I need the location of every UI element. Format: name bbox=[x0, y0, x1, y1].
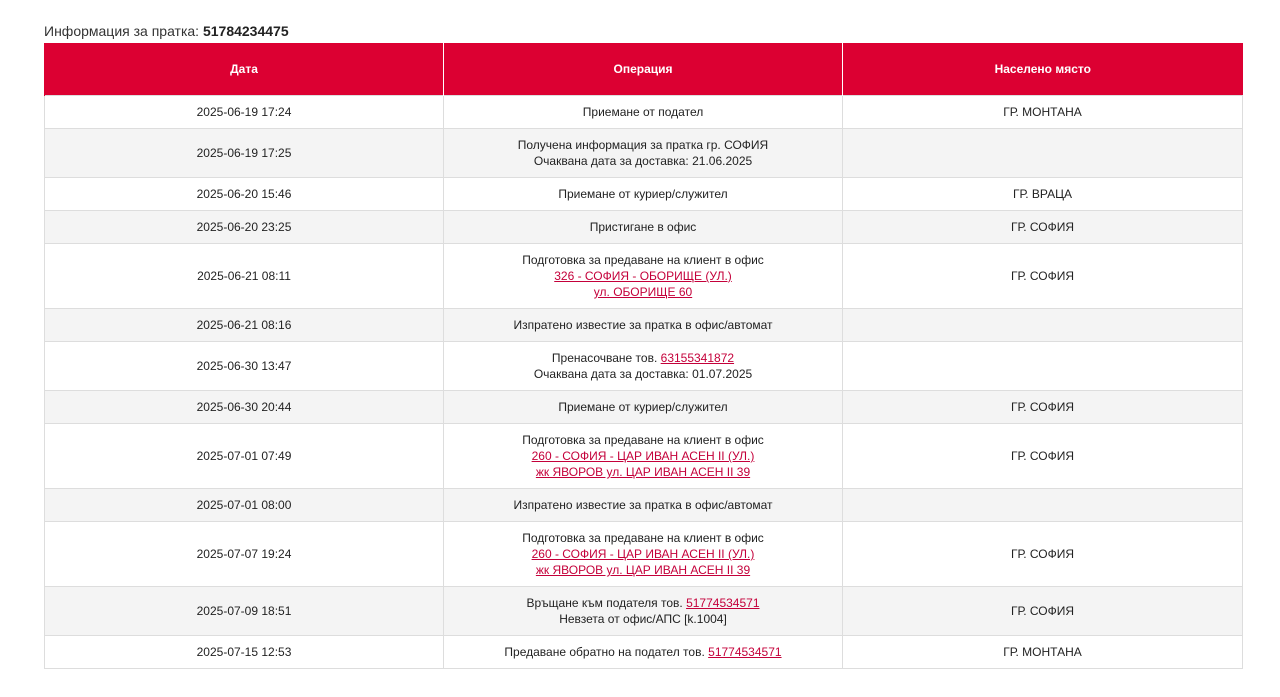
cell-place: ГР. МОНТАНА bbox=[843, 636, 1243, 669]
office-address-link[interactable]: жк ЯВОРОВ ул. ЦАР ИВАН АСЕН II 39 bbox=[535, 563, 751, 577]
operation-detail: Очаквана дата за доставка: 01.07.2025 bbox=[533, 367, 753, 381]
cell-place bbox=[843, 309, 1243, 342]
cell-date: 2025-07-15 12:53 bbox=[45, 636, 444, 669]
cell-operation bbox=[444, 391, 843, 424]
operation-text: Изпратено известие за пратка в офис/автомат bbox=[513, 318, 773, 332]
cell-place: ГР. СОФИЯ bbox=[843, 244, 1243, 309]
table-row bbox=[45, 211, 1243, 244]
table-header-row bbox=[45, 43, 1243, 96]
cell-operation bbox=[444, 587, 843, 636]
cell-operation bbox=[444, 211, 843, 244]
cell-operation bbox=[444, 178, 843, 211]
cell-date: 2025-07-07 19:24 bbox=[45, 522, 444, 587]
cell-place: ГР. СОФИЯ bbox=[843, 391, 1243, 424]
column-header-operation: Операция bbox=[444, 43, 843, 96]
tracking-table bbox=[44, 43, 1243, 669]
column-header-date: Дата bbox=[45, 43, 444, 96]
cell-operation bbox=[444, 244, 843, 309]
cell-place: ГР. СОФИЯ bbox=[843, 522, 1243, 587]
cell-place bbox=[843, 129, 1243, 178]
cell-operation bbox=[444, 342, 843, 391]
cell-operation bbox=[444, 309, 843, 342]
table-row bbox=[45, 342, 1243, 391]
operation-text: Изпратено известие за пратка в офис/автомат bbox=[513, 498, 773, 512]
cell-place bbox=[843, 489, 1243, 522]
operation-text: Подготовка за предаване на клиент в офис bbox=[522, 433, 764, 447]
cell-operation bbox=[444, 96, 843, 129]
cell-date: 2025-06-20 15:46 bbox=[45, 178, 444, 211]
table-row bbox=[45, 587, 1243, 636]
operation-text: Подготовка за предаване на клиент в офис bbox=[522, 531, 764, 545]
cell-operation bbox=[444, 489, 843, 522]
office-link[interactable]: 326 - СОФИЯ - ОБОРИЩЕ (УЛ.) bbox=[554, 269, 732, 283]
office-address-link[interactable]: ул. ОБОРИЩЕ 60 bbox=[593, 285, 693, 299]
table-row bbox=[45, 636, 1243, 669]
table-row bbox=[45, 129, 1243, 178]
table-row bbox=[45, 178, 1243, 211]
shipment-link[interactable]: 51774534571 bbox=[686, 596, 760, 610]
table-row bbox=[45, 309, 1243, 342]
operation-text: Получена информация за пратка гр. СОФИЯ bbox=[517, 138, 769, 152]
cell-place: ГР. СОФИЯ bbox=[843, 587, 1243, 636]
cell-date: 2025-07-01 07:49 bbox=[45, 424, 444, 489]
shipment-title bbox=[44, 20, 1242, 43]
table-row bbox=[45, 424, 1243, 489]
cell-date: 2025-06-19 17:24 bbox=[45, 96, 444, 129]
cell-date: 2025-06-30 20:44 bbox=[45, 391, 444, 424]
cell-place: ГР. МОНТАНА bbox=[843, 96, 1243, 129]
cell-date: 2025-06-30 13:47 bbox=[45, 342, 444, 391]
table-row bbox=[45, 244, 1243, 309]
cell-operation bbox=[444, 129, 843, 178]
shipment-number: 51784234475 bbox=[202, 23, 289, 39]
table-row bbox=[45, 522, 1243, 587]
cell-operation bbox=[444, 424, 843, 489]
cell-date: 2025-07-09 18:51 bbox=[45, 587, 444, 636]
operation-text: Подготовка за предаване на клиент в офис bbox=[522, 253, 764, 267]
shipment-link[interactable]: 51774534571 bbox=[708, 645, 782, 659]
office-link[interactable]: 260 - СОФИЯ - ЦАР ИВАН АСЕН II (УЛ.) bbox=[531, 547, 755, 561]
operation-text: Пренасочване тов. bbox=[551, 351, 658, 365]
cell-date: 2025-07-01 08:00 bbox=[45, 489, 444, 522]
shipment-title-label: Информация за пратка: bbox=[44, 23, 200, 39]
column-header-place: Населено място bbox=[843, 43, 1243, 96]
operation-text: Пристигане в офис bbox=[589, 220, 697, 234]
office-address-link[interactable]: жк ЯВОРОВ ул. ЦАР ИВАН АСЕН II 39 bbox=[535, 465, 751, 479]
operation-text: Предаване обратно на подател тов. bbox=[504, 645, 705, 659]
operation-detail: Невзета от офис/АПС [k.1004] bbox=[559, 612, 727, 626]
table-row bbox=[45, 489, 1243, 522]
shipment-info bbox=[44, 20, 1242, 669]
operation-text: Приемане от куриер/служител bbox=[558, 400, 728, 414]
cell-place: ГР. СОФИЯ bbox=[843, 211, 1243, 244]
cell-place: ГР. СОФИЯ bbox=[843, 424, 1243, 489]
office-link[interactable]: 260 - СОФИЯ - ЦАР ИВАН АСЕН II (УЛ.) bbox=[531, 449, 755, 463]
table-row bbox=[45, 391, 1243, 424]
table-row bbox=[45, 96, 1243, 129]
cell-date: 2025-06-21 08:11 bbox=[45, 244, 444, 309]
operation-text: Връщане към подателя тов. bbox=[526, 596, 683, 610]
operation-text: Приемане от подател bbox=[582, 105, 704, 119]
cell-operation bbox=[444, 522, 843, 587]
cell-date: 2025-06-19 17:25 bbox=[45, 129, 444, 178]
cell-operation bbox=[444, 636, 843, 669]
cell-date: 2025-06-20 23:25 bbox=[45, 211, 444, 244]
cell-date: 2025-06-21 08:16 bbox=[45, 309, 444, 342]
operation-text: Приемане от куриер/служител bbox=[558, 187, 728, 201]
cell-place bbox=[843, 342, 1243, 391]
cell-place: ГР. ВРАЦА bbox=[843, 178, 1243, 211]
operation-detail: Очаквана дата за доставка: 21.06.2025 bbox=[533, 154, 753, 168]
shipment-link[interactable]: 63155341872 bbox=[660, 351, 735, 365]
